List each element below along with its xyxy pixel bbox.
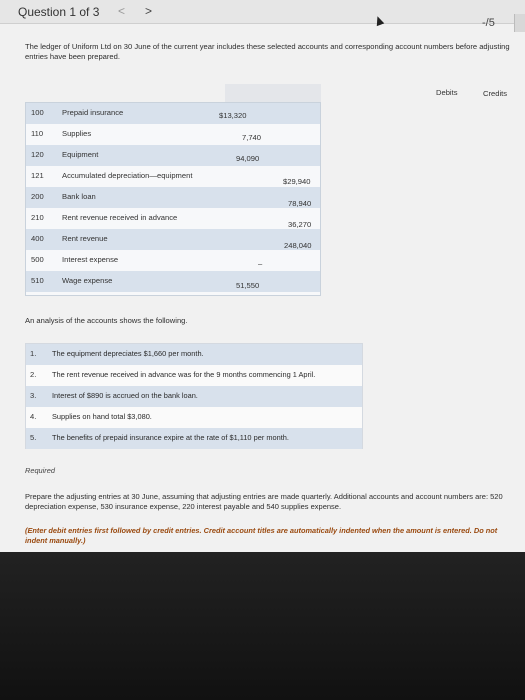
account-name: Wage expense	[62, 276, 113, 285]
account-name: Rent revenue	[62, 234, 108, 243]
table-row	[26, 208, 320, 229]
item-number: 5.	[30, 433, 37, 442]
list-item	[26, 386, 362, 407]
item-text: The rent revenue received in advance was for the 9 months commencing 1 April.	[52, 370, 316, 379]
item-number: 2.	[30, 370, 37, 379]
account-number: 500	[31, 255, 44, 264]
required-instructions: Prepare the adjusting entries at 30 June, assuming that adjusting entries are made quarterly. Additional accounts and account numbers are: 520 depreciation expense, 530 insurance expense, 220 interest payable and 540 supplies expense.	[25, 492, 503, 511]
table-row	[26, 187, 320, 208]
ledger-header	[225, 84, 508, 102]
account-number: 121	[31, 171, 44, 180]
question-intro: The ledger of Uniform Ltd on 30 June of the current year includes these selected accounts and corresponding account numbers before adjusting entries have been prepared.	[25, 42, 510, 61]
table-row	[26, 166, 320, 187]
analysis-list	[25, 343, 363, 449]
account-name: Bank loan	[62, 192, 96, 201]
account-number: 100	[31, 108, 44, 117]
debit-amount: –	[258, 259, 263, 268]
item-text: Interest of $890 is accrued on the bank loan.	[52, 391, 198, 400]
debit-amount: 51,550	[236, 281, 260, 290]
account-number: 400	[31, 234, 44, 243]
table-row	[26, 103, 320, 124]
list-item	[26, 365, 362, 386]
account-name: Rent revenue received in advance	[62, 213, 178, 222]
score-label: -/5	[482, 17, 495, 29]
item-text: The benefits of prepaid insurance expire at the rate of $1,110 per month.	[52, 433, 289, 442]
list-item	[26, 407, 362, 428]
account-name: Supplies	[62, 129, 92, 138]
account-name: Equipment	[62, 150, 99, 159]
account-name: Interest expense	[62, 255, 119, 264]
table-row	[26, 124, 320, 145]
item-number: 1.	[30, 349, 37, 358]
monitor-bezel	[0, 552, 525, 700]
question-nav-bar	[0, 0, 525, 24]
item-number: 4.	[30, 412, 37, 421]
ledger-table	[25, 84, 508, 296]
credits-header: Credits	[483, 89, 508, 98]
previous-question-button[interactable]: <	[118, 4, 126, 18]
account-number: 120	[31, 150, 44, 159]
question-label: Question 1 of 3	[18, 5, 100, 19]
ledger-body	[25, 102, 321, 296]
next-question-button[interactable]: >	[145, 4, 153, 18]
debits-header: Debits	[436, 88, 458, 97]
table-row	[26, 271, 320, 292]
table-row	[26, 229, 320, 250]
entry-note: (Enter debit entries first followed by credit entries. Credit account titles are automatically indented when the amount is entered. Do not indent manually.)	[25, 526, 498, 545]
list-item	[26, 344, 362, 365]
side-panel-tab[interactable]	[514, 14, 525, 32]
account-name: Accumulated depreciation—equipment	[62, 171, 193, 180]
required-label: Required	[25, 466, 55, 475]
item-text: The equipment depreciates $1,660 per month.	[52, 349, 204, 358]
item-number: 3.	[30, 391, 37, 400]
account-number: 200	[31, 192, 44, 201]
list-item	[26, 428, 362, 449]
item-text: Supplies on hand total $3,080.	[52, 412, 152, 421]
credit-amount: 36,270	[288, 220, 312, 229]
debit-amount: 94,090	[236, 154, 260, 163]
analysis-title: An analysis of the accounts shows the following.	[25, 316, 188, 325]
account-number: 210	[31, 213, 44, 222]
debit-amount: 7,740	[242, 133, 262, 142]
account-number: 510	[31, 276, 44, 285]
credit-amount: 78,940	[288, 199, 312, 208]
account-number: 110	[31, 129, 44, 138]
credit-amount: $29,940	[283, 177, 311, 186]
table-row	[26, 145, 320, 166]
debit-amount: $13,320	[219, 111, 247, 120]
account-name: Prepaid insurance	[62, 108, 124, 117]
credit-amount: 248,040	[284, 241, 312, 250]
table-row	[26, 250, 320, 271]
